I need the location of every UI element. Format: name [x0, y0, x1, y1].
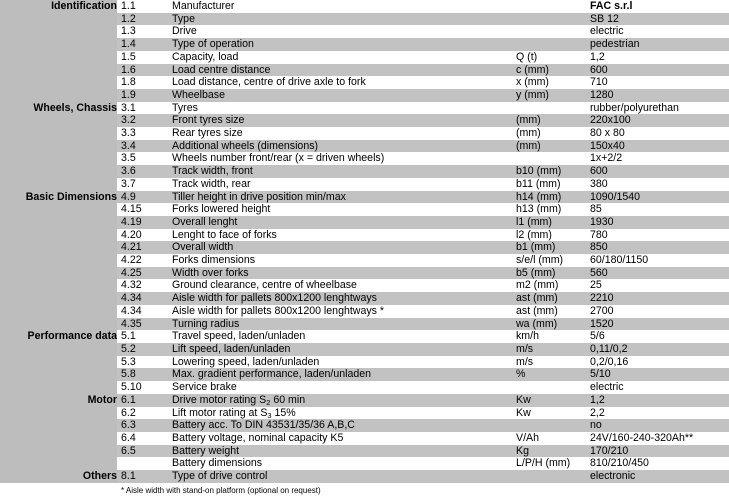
row-number: 6.3 [117, 419, 168, 432]
row-unit: h13 (mm) [512, 203, 586, 216]
row-unit: b1 (mm) [512, 241, 586, 254]
row-description: Load centre distance [168, 64, 512, 77]
spec-row [0, 470, 729, 483]
row-unit [512, 381, 586, 394]
row-description: Wheelbase [168, 89, 512, 102]
row-description: Aisle width for pallets 800x1200 lenghtways * [168, 305, 512, 318]
row-number: 4.22 [117, 254, 168, 267]
row-description: Battery acc. To DIN 43531/35/36 A,B,C [168, 419, 512, 432]
row-number: 1.6 [117, 64, 168, 77]
row-number: 1.4 [117, 38, 168, 51]
row-value: SB 12 [586, 13, 729, 26]
row-unit: L/P/H (mm) [512, 457, 586, 470]
row-unit: ast (mm) [512, 292, 586, 305]
row-description: Drive [168, 25, 512, 38]
row-number: 6.4 [117, 432, 168, 445]
section-label: Basic Dimensions [0, 191, 117, 331]
row-unit [512, 102, 586, 115]
row-unit [512, 470, 586, 483]
description-text: Lift motor rating at S [172, 406, 268, 419]
row-description: Tiller height in drive position min/max [168, 191, 512, 204]
row-value: 220x100 [586, 114, 729, 127]
footnote: * Aisle width with stand-on platform (optional on request) [121, 486, 321, 495]
row-value: 2,2 [586, 407, 729, 420]
row-unit: % [512, 368, 586, 381]
row-value: electric [586, 25, 729, 38]
row-number: 4.19 [117, 216, 168, 229]
row-description: Type of operation [168, 38, 512, 51]
row-number: 3.2 [117, 114, 168, 127]
row-value: 850 [586, 241, 729, 254]
row-number: 1.1 [117, 0, 168, 13]
row-unit: (mm) [512, 114, 586, 127]
row-number: 1.9 [117, 89, 168, 102]
row-value: 1x+2/2 [586, 152, 729, 165]
row-value: 600 [586, 64, 729, 77]
row-number: 5.10 [117, 381, 168, 394]
row-description: Forks lowered height [168, 203, 512, 216]
row-description: Type [168, 13, 512, 26]
row-description: Type of drive control [168, 470, 512, 483]
row-unit: b5 (mm) [512, 267, 586, 280]
row-unit: y (mm) [512, 89, 586, 102]
row-value: 0,11/0,2 [586, 343, 729, 356]
row-number: 5.2 [117, 343, 168, 356]
row-description: Rear tyres size [168, 127, 512, 140]
row-number: 6.2 [117, 407, 168, 420]
spec-row [0, 330, 729, 343]
row-unit [512, 38, 586, 51]
row-number: 5.8 [117, 368, 168, 381]
row-number: 3.1 [117, 102, 168, 115]
row-value: pedestrian [586, 38, 729, 51]
description-subscript: 3 [267, 410, 272, 420]
manufacturer-value: FAC s.r.l [590, 0, 633, 12]
row-unit: m/s [512, 343, 586, 356]
section-label: Identification [0, 0, 117, 102]
row-unit: ast (mm) [512, 305, 586, 318]
row-description: Service brake [168, 381, 512, 394]
row-unit: l1 (mm) [512, 216, 586, 229]
row-unit: c (mm) [512, 64, 586, 77]
row-unit: h14 (mm) [512, 191, 586, 204]
row-number: 6.1 [117, 394, 168, 407]
row-value: electric [586, 381, 729, 394]
description-text-after: 15% [271, 406, 296, 419]
row-number: 4.21 [117, 241, 168, 254]
row-number: 3.3 [117, 127, 168, 140]
row-unit: V/Ah [512, 432, 586, 445]
row-description: Front tyres size [168, 114, 512, 127]
row-number: 1.3 [117, 25, 168, 38]
row-value: 600 [586, 165, 729, 178]
row-value: 780 [586, 229, 729, 242]
row-value: 1520 [586, 318, 729, 331]
row-description: Capacity, load [168, 51, 512, 64]
row-description: Turning radius [168, 318, 512, 331]
row-value: electronic [586, 470, 729, 483]
row-description: Forks dimensions [168, 254, 512, 267]
spec-row [0, 191, 729, 204]
row-description: Load distance, centre of drive axle to fork [168, 76, 512, 89]
row-unit [512, 419, 586, 432]
row-description: Width over forks [168, 267, 512, 280]
row-number: 5.3 [117, 356, 168, 369]
row-description: Battery voltage, nominal capacity K5 [168, 432, 512, 445]
row-unit [512, 152, 586, 165]
row-unit: Kw [512, 407, 586, 420]
row-number: 3.4 [117, 140, 168, 153]
row-value: 710 [586, 76, 729, 89]
row-unit [512, 0, 586, 13]
row-number: 4.34 [117, 305, 168, 318]
row-value: 85 [586, 203, 729, 216]
row-value: 80 x 80 [586, 127, 729, 140]
row-description: Lowering speed, laden/unladen [168, 356, 512, 369]
row-description: Additional wheels (dimensions) [168, 140, 512, 153]
row-value: 1090/1540 [586, 191, 729, 204]
row-value: 2210 [586, 292, 729, 305]
row-unit: b11 (mm) [512, 178, 586, 191]
row-number: 6.5 [117, 445, 168, 458]
row-unit: Q (t) [512, 51, 586, 64]
row-unit: m/s [512, 356, 586, 369]
row-description: Tyres [168, 102, 512, 115]
row-value: 1930 [586, 216, 729, 229]
row-description: Lenght to face of forks [168, 229, 512, 242]
row-number: 8.1 [117, 470, 168, 483]
section-label: Motor [0, 394, 117, 470]
row-number: 1.5 [117, 51, 168, 64]
row-unit: Kg [512, 445, 586, 458]
row-unit: (mm) [512, 140, 586, 153]
row-value: 5/6 [586, 330, 729, 343]
row-number: 1.2 [117, 13, 168, 26]
row-description: Track width, front [168, 165, 512, 178]
row-value: 25 [586, 279, 729, 292]
row-description: Aisle width for pallets 800x1200 lenghtways [168, 292, 512, 305]
row-number: 4.15 [117, 203, 168, 216]
row-value: 5/10 [586, 368, 729, 381]
row-value: 380 [586, 178, 729, 191]
row-unit: m2 (mm) [512, 279, 586, 292]
description-text: Drive motor rating S [172, 393, 267, 406]
row-unit: (mm) [512, 127, 586, 140]
row-unit: s/e/l (mm) [512, 254, 586, 267]
row-unit [512, 13, 586, 26]
row-description: Ground clearance, centre of wheelbase [168, 279, 512, 292]
row-unit: b10 (mm) [512, 165, 586, 178]
row-description: Travel speed, laden/unladen [168, 330, 512, 343]
section-label: Wheels, Chassis [0, 102, 117, 191]
row-unit: km/h [512, 330, 586, 343]
row-value: 24V/160-240-320Ah** [586, 432, 729, 445]
row-number: 3.6 [117, 165, 168, 178]
row-number: 5.1 [117, 330, 168, 343]
row-number: 3.5 [117, 152, 168, 165]
row-value: 0,2/0,16 [586, 356, 729, 369]
row-unit: x (mm) [512, 76, 586, 89]
description-subscript: 2 [266, 397, 271, 407]
row-number: 1.8 [117, 76, 168, 89]
row-description: Wheels number front/rear (x = driven wheels) [168, 152, 512, 165]
row-number: 4.32 [117, 279, 168, 292]
row-value: 1280 [586, 89, 729, 102]
row-number: 4.35 [117, 318, 168, 331]
row-description: Manufacturer [168, 0, 512, 13]
section-label: Performance data [0, 330, 117, 394]
row-unit [512, 25, 586, 38]
row-number: 4.20 [117, 229, 168, 242]
spec-row [0, 102, 729, 115]
row-description: Max. gradient performance, laden/unladen [168, 368, 512, 381]
row-value: 60/180/1150 [586, 254, 729, 267]
row-description: Battery dimensions [168, 457, 512, 470]
row-unit: wa (mm) [512, 318, 586, 331]
row-description: Overall lenght [168, 216, 512, 229]
row-unit: Kw [512, 394, 586, 407]
row-number: 3.7 [117, 178, 168, 191]
row-number: 4.25 [117, 267, 168, 280]
row-value: 1,2 [586, 51, 729, 64]
row-value: 150x40 [586, 140, 729, 153]
description-text-after: 60 min [270, 393, 306, 406]
row-value: 560 [586, 267, 729, 280]
row-number [117, 457, 168, 470]
row-description [168, 407, 512, 420]
row-value: 810/210/450 [586, 457, 729, 470]
row-value: 170/210 [586, 445, 729, 458]
spec-row [0, 394, 729, 407]
row-value: 1,2 [586, 394, 729, 407]
row-description: Track width, rear [168, 178, 512, 191]
row-unit: l2 (mm) [512, 229, 586, 242]
row-number: 4.34 [117, 292, 168, 305]
row-description: Overall width [168, 241, 512, 254]
row-description: Lift speed, laden/unladen [168, 343, 512, 356]
row-value: rubber/polyurethan [586, 102, 729, 115]
row-description: Battery weight [168, 445, 512, 458]
section-label: Others [0, 470, 117, 483]
spec-row [0, 0, 729, 13]
row-value [586, 0, 729, 13]
row-number: 4.9 [117, 191, 168, 204]
row-description [168, 394, 512, 407]
row-value: 2700 [586, 305, 729, 318]
row-value: no [586, 419, 729, 432]
